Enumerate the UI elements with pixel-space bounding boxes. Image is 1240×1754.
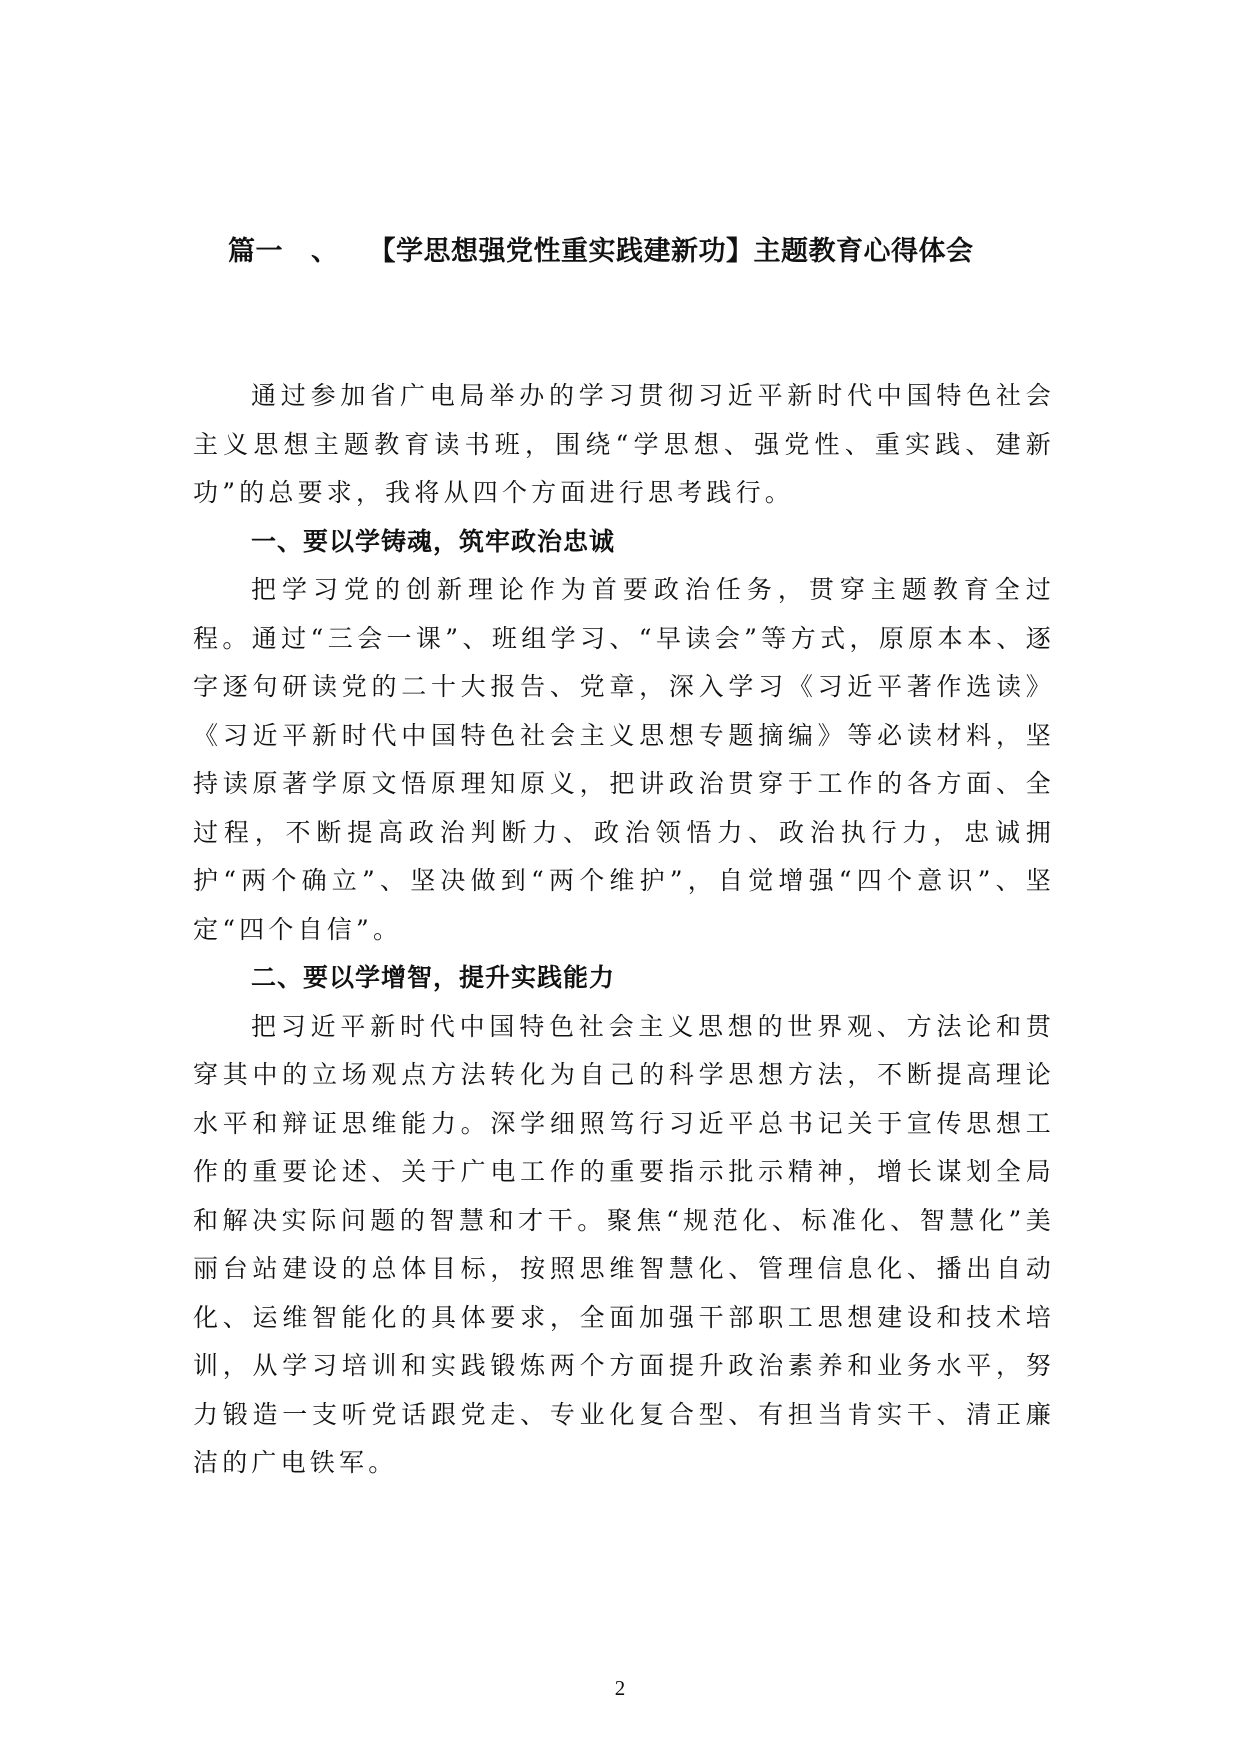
document-body <box>193 372 1055 1488</box>
section-paragraph-2: 把习近平新时代中国特色社会主义思想的世界观、方法论和贯穿其中的立场观点方法转化为自己的科学思想方法，不断提高理论水平和辩证思维能力。深学细照笃行习近平总书记关于宣传思想工作的重要论述、关于广电工作的重要指示批示精神，增长谋划全局和解决实际问题的智慧和才干。聚焦“规范化、标准化、智慧化”美丽台站建设的总体目标，按照思维智慧化、管理信息化、播出自动化、运维智能化的具体要求，全面加强干部职工思想建设和技术培训，从学习培训和实践锻炼两个方面提升政治素养和业务水平，努力锻造一支听党话跟党走、专业化复合型、有担当肯实干、清正廉洁的广电铁军。 <box>193 1011 1055 1477</box>
intro-paragraph: 通过参加省广电局举办的学习贯彻习近平新时代中国特色社会主义思想主题教育读书班，围绕“学思想、强党性、重实践、建新功”的总要求，我将从四个方面进行思考践行。 <box>193 381 1055 507</box>
document-title <box>228 232 1028 272</box>
page-number: 2 <box>614 1676 626 1700</box>
section-heading-1: 一、要以学铸魂，筑牢政治忠诚 <box>251 526 616 556</box>
section-paragraph-1: 把学习党的创新理论作为首要政治任务，贯穿主题教育全过程。通过“三会一课”、班组学习、“早读会”等方式，原原本本、逐字逐句研读党的二十大报告、党章，深入学习《习近平著作选读》《习近平新时代中国特色社会主义思想专题摘编》等必读材料，坚持读原著学原文悟原理知原义，把讲政治贯穿于工作的各方面、全过程，不断提高政治判断力、政治领悟力、政治执行力，忠诚拥护“两个确立”、坚决做到“两个维护”，自觉增强“四个意识”、坚定“四个自信”。 <box>193 575 1055 944</box>
section-heading-2: 二、要以学增智，提升实践能力 <box>251 963 616 992</box>
title-main: 【学思想强党性重实践建新功】主题教育心得体会 <box>368 236 974 267</box>
title-separator: 、 <box>311 236 339 267</box>
title-prefix: 篇一 <box>228 236 283 267</box>
